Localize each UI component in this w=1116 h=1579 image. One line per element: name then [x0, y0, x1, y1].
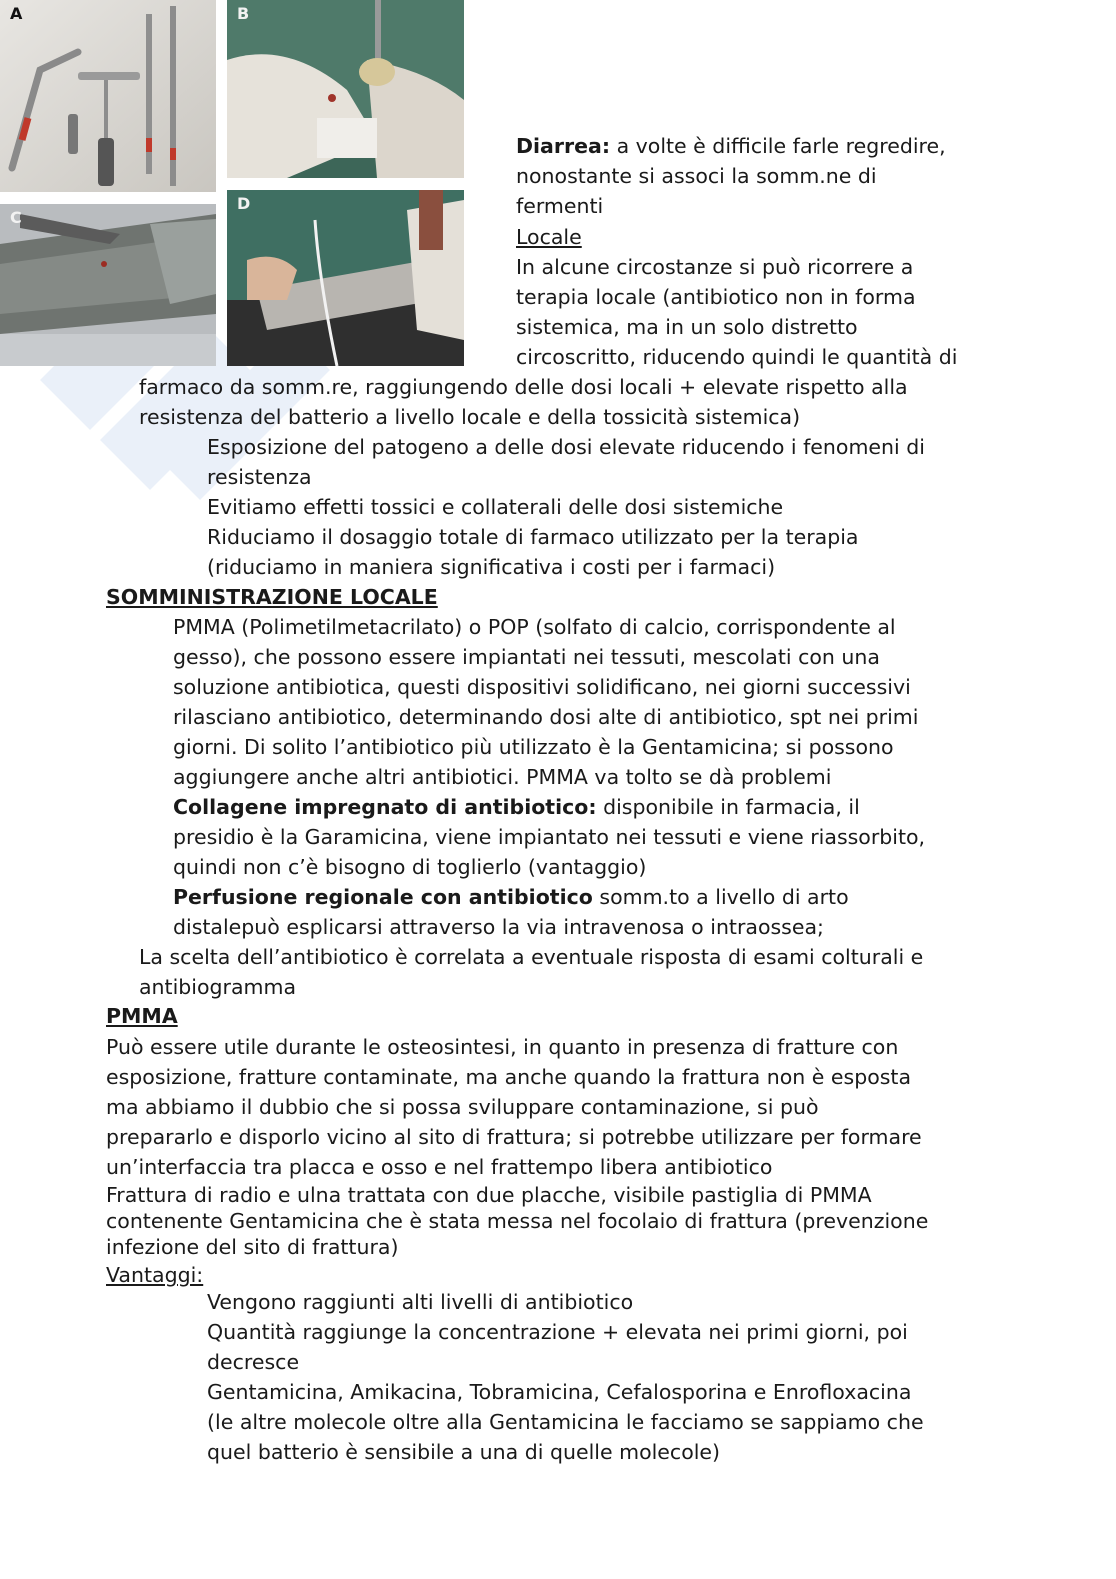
collagene-bullet-line-2: presidio è la Garamicina, viene impiantato nei tessuti e viene riassorbito, — [173, 825, 926, 849]
locale-bullet-2-line-1: Evitiamo effetti tossici e collaterali delle dosi sistemiche — [207, 495, 784, 519]
scelta-line-2: antibiogramma — [139, 975, 297, 999]
vantaggi-bullet-1: Vengono raggiunti alti livelli di antibiotico — [207, 1290, 634, 1314]
perfusione-text: somm.to a livello di arto — [592, 885, 849, 909]
perfusione-text-2a: distale — [173, 915, 242, 939]
pmma-bullet-line-6: aggiungere anche altri antibiotici. PMMA va tolto se dà problemi — [173, 765, 832, 789]
panel-label-a: A — [10, 4, 23, 23]
diarrea-line-3: fermenti — [516, 194, 604, 218]
pmma-bullet-line-2: gesso), che possono essere impiantati nei tessuti, mescolati con una — [173, 645, 880, 669]
collagene-bullet-line-1 — [173, 792, 860, 822]
vantaggi-bullet-2-line-1: Quantità raggiunge la concentrazione + elevata nei primi giorni, poi — [207, 1320, 908, 1344]
pmma-para-1: Può essere utile durante le osteosintesi, in quanto in presenza di fratture con — [106, 1035, 899, 1059]
pmma-caption-2: contenente Gentamicina che è stata messa nel focolaio di frattura (prevenzione — [106, 1209, 929, 1233]
locale-para-5: farmaco da somm.re, raggiungendo delle dosi locali + elevate rispetto alla — [139, 375, 908, 399]
locale-para-4: circoscritto, riducendo quindi le quantità di — [516, 345, 958, 369]
figure-panel-d — [227, 190, 464, 366]
collagene-text: disponibile in farmacia, il — [596, 795, 860, 819]
locale-bullet-1-line-2: resistenza — [207, 465, 312, 489]
diarrea-line-1 — [516, 131, 946, 161]
pmma-caption-3: infezione del sito di frattura) — [106, 1235, 399, 1259]
perfusione-term: Perfusione regionale con antibiotico — [173, 885, 593, 909]
pmma-para-2: esposizione, fratture contaminate, ma anche quando la frattura non è esposta — [106, 1065, 912, 1089]
vantaggi-bullet-3-line-2: (le altre molecole oltre alla Gentamicina le facciamo se sappiamo che — [207, 1410, 924, 1434]
locale-heading: Locale — [516, 225, 582, 249]
collagene-term: Collagene impregnato di antibiotico: — [173, 795, 597, 819]
vantaggi-bullet-3-line-3: quel batterio è sensibile a una di quelle molecole) — [207, 1440, 721, 1464]
scelta-line-1: La scelta dell’antibiotico è correlata a eventuale risposta di esami colturali e — [139, 945, 924, 969]
locale-para-2: terapia locale (antibiotico non in forma — [516, 285, 916, 309]
vantaggi-bullet-2-line-2: decresce — [207, 1350, 300, 1374]
figure-panel-b — [227, 0, 464, 178]
figure-panel-c — [0, 204, 216, 366]
pmma-para-4: prepararlo e disporlo vicino al sito di frattura; si potrebbe utilizzare per formare — [106, 1125, 922, 1149]
pmma-bullet-line-4: rilasciano antibiotico, determinando dosi alte di antibiotico, spt nei primi — [173, 705, 919, 729]
locale-bullet-3-line-2: (riduciamo in maniera significativa i costi per i farmaci) — [207, 555, 776, 579]
perfusione-bullet-line-1 — [173, 882, 849, 912]
pmma-bullet-line-3: soluzione antibiotica, questi dispositivi solidificano, nei giorni successivi — [173, 675, 911, 699]
pmma-bullet-line-1: PMMA (Polimetilmetacrilato) o POP (solfato di calcio, corrispondente al — [173, 615, 896, 639]
panel-label-d: D — [237, 194, 251, 213]
pmma-para-3: ma abbiamo il dubbio che si possa sviluppare contaminazione, si può — [106, 1095, 819, 1119]
pmma-heading: PMMA — [106, 1004, 178, 1028]
somministrazione-heading: SOMMINISTRAZIONE LOCALE — [106, 585, 438, 609]
diarrea-text-1: a volte è difficile farle regredire, — [610, 134, 946, 158]
diarrea-line-2: nonostante si associ la somm.ne di — [516, 164, 877, 188]
pmma-para-5: un’interfaccia tra placca e osso e nel frattempo libera antibiotico — [106, 1155, 773, 1179]
vantaggi-bullet-3-line-1: Gentamicina, Amikacina, Tobramicina, Cefalosporina e Enrofloxacina — [207, 1380, 912, 1404]
collagene-bullet-line-3: quindi non c’è bisogno di toglierlo (vantaggio) — [173, 855, 647, 879]
pmma-caption-1: Frattura di radio e ulna trattata con due placche, visibile pastiglia di PMMA — [106, 1183, 872, 1207]
vantaggi-heading: Vantaggi: — [106, 1263, 204, 1287]
pmma-bullet-line-5: giorni. Di solito l’antibiotico più utilizzato è la Gentamicina; si possono — [173, 735, 894, 759]
diarrea-term: Diarrea: — [516, 134, 611, 158]
figure-panel-a — [0, 0, 216, 192]
locale-para-3: sistemica, ma in un solo distretto — [516, 315, 858, 339]
panel-label-b: B — [237, 4, 250, 23]
perfusione-text-2b: può esplicarsi attraverso la via intravenosa o intraossea; — [241, 915, 824, 939]
panel-label-c: C — [10, 208, 22, 227]
locale-para-1: In alcune circostanze si può ricorrere a — [516, 255, 914, 279]
locale-bullet-3-line-1: Riduciamo il dosaggio totale di farmaco utilizzato per la terapia — [207, 525, 859, 549]
perfusione-bullet-line-2 — [173, 912, 824, 942]
locale-bullet-1-line-1: Esposizione del patogeno a delle dosi elevate riducendo i fenomeni di — [207, 435, 925, 459]
locale-para-6: resistenza del batterio a livello locale e della tossicità sistemica) — [139, 405, 801, 429]
